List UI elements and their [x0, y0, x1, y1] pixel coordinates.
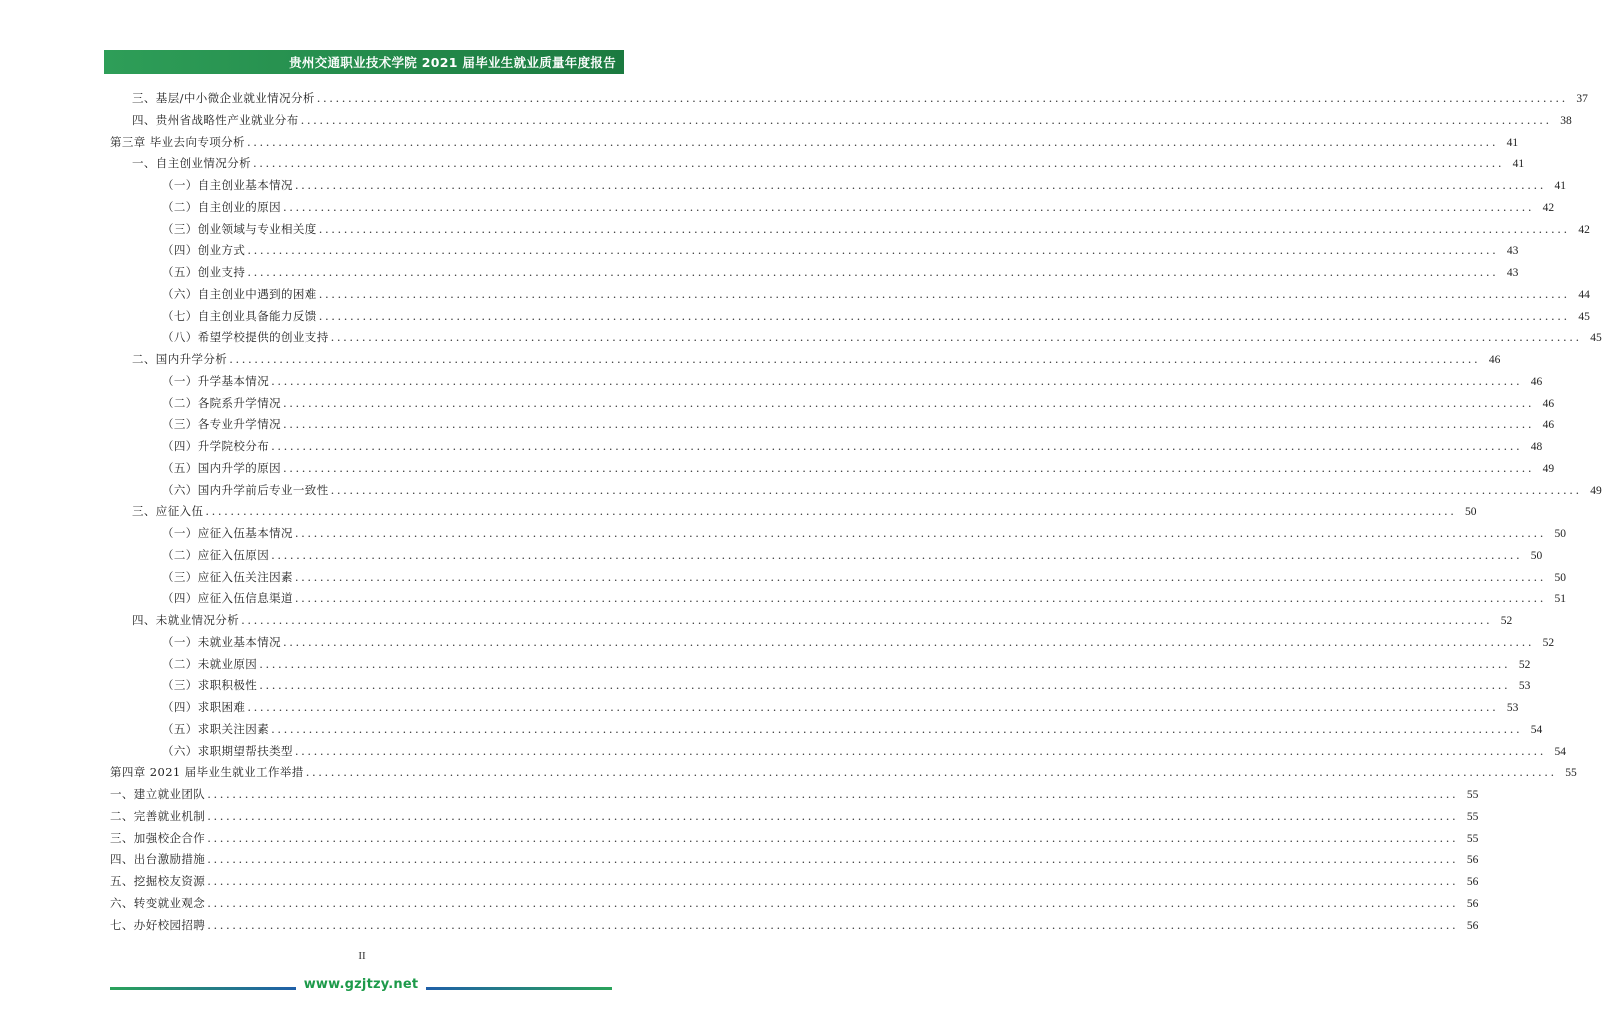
toc-dot-leader: ........................................................................................................................................................................................................ — [294, 591, 1547, 606]
toc-entry-title: 二、国内升学分析 — [132, 352, 228, 366]
toc-entry[interactable] — [110, 306, 1590, 326]
toc-entry-title: （一）升学基本情况 — [162, 373, 270, 388]
toc-entry[interactable] — [110, 480, 1602, 500]
toc-entry-title: （五）国内升学的原因 — [162, 460, 281, 475]
toc-entry-title: 五、挖掘校友资源 — [110, 874, 206, 888]
report-title: 贵州交通职业技术学院 2021 届毕业生就业质量年度报告 — [289, 55, 616, 70]
toc-dot-leader: ........................................................................................................................................................................................................ — [283, 417, 1535, 432]
toc-entry-page: 55 — [1466, 789, 1479, 801]
toc-dot-leader: ........................................................................................................................................................................................................ — [207, 917, 1459, 932]
toc-entry-page: 48 — [1530, 441, 1543, 453]
toc-dot-leader: ........................................................................................................................................................................................................ — [207, 874, 1459, 888]
toc-dot-leader: ........................................................................................................................................................................................................ — [271, 721, 1523, 736]
toc-dot-leader: ........................................................................................................................................................................................................ — [283, 634, 1535, 649]
toc-entry-page: 37 — [1576, 93, 1588, 105]
toc-dot-leader: ........................................................................................................................................................................................................ — [294, 178, 1547, 192]
toc-entry[interactable] — [110, 371, 1543, 391]
toc-entry[interactable] — [110, 153, 1525, 173]
toc-dot-leader: ........................................................................................................................................................................................................ — [271, 373, 1523, 388]
toc-entry[interactable] — [110, 871, 1479, 891]
toc-entry[interactable] — [110, 414, 1555, 434]
toc-entry-title: （六）自主创业中遇到的困难 — [162, 286, 317, 301]
toc-dot-leader: ........................................................................................................................................................................................................ — [207, 852, 1459, 867]
toc-entry-page: 55 — [1466, 810, 1479, 823]
toc-entry-title: 三、应征入伍 — [132, 504, 204, 519]
toc-entry[interactable] — [110, 458, 1555, 478]
toc-entry[interactable] — [110, 240, 1519, 260]
toc-entry-title: （一）自主创业基本情况 — [162, 178, 293, 192]
toc-entry-title: （四）升学院校分布 — [162, 439, 270, 453]
toc-entry[interactable] — [110, 849, 1479, 869]
toc-entry[interactable] — [110, 675, 1531, 695]
toc-entry[interactable] — [110, 197, 1555, 217]
toc-entry-page: 56 — [1466, 854, 1479, 867]
toc-entry-title: （二）应征入伍原因 — [162, 547, 270, 562]
toc-dot-leader: ........................................................................................................................................................................................................ — [294, 526, 1547, 540]
toc-entry-page: 46 — [1542, 397, 1555, 410]
toc-dot-leader: ........................................................................................................................................................................................................ — [271, 439, 1523, 453]
toc-entry-page: 54 — [1530, 723, 1543, 736]
toc-dot-leader: ........................................................................................................................................................................................................ — [330, 330, 1582, 345]
toc-entry[interactable] — [110, 175, 1567, 195]
toc-entry-title: （四）创业方式 — [162, 243, 246, 258]
toc-entry[interactable] — [110, 915, 1479, 935]
toc-entry[interactable] — [110, 893, 1479, 913]
toc-entry-page: 51 — [1554, 593, 1567, 606]
toc-entry-page: 52 — [1542, 636, 1555, 649]
toc-dot-leader: ........................................................................................................................................................................................................ — [259, 678, 1511, 693]
toc-dot-leader: ........................................................................................................................................................................................................ — [246, 134, 1499, 149]
toc-entry-page: 49 — [1542, 462, 1555, 475]
toc-entry-title: （八）希望学校提供的创业支持 — [162, 330, 329, 345]
toc-entry-page: 41 — [1512, 158, 1525, 171]
toc-dot-leader: ........................................................................................................................................................................................................ — [330, 482, 1582, 497]
toc-dot-leader: ........................................................................................................................................................................................................ — [283, 199, 1535, 214]
toc-dot-leader: ........................................................................................................................................................................................................ — [247, 243, 1499, 258]
toc-dot-leader: ........................................................................................................................................................................................................ — [259, 656, 1511, 671]
toc-entry[interactable] — [110, 610, 1513, 630]
toc-entry-title: 七、办好校园招聘 — [110, 917, 206, 932]
toc-entry-page: 38 — [1560, 114, 1572, 127]
toc-entry-title: 二、完善就业机制 — [110, 808, 206, 823]
toc-entry[interactable] — [110, 828, 1479, 848]
toc-dot-leader: ........................................................................................................................................................................................................ — [283, 395, 1535, 410]
toc-entry-title: （六）求职期望帮扶类型 — [162, 743, 293, 758]
toc-entry-title: 一、自主创业情况分析 — [132, 156, 251, 171]
toc-entry-page: 46 — [1488, 354, 1501, 366]
toc-entry-title: （五）创业支持 — [162, 265, 246, 279]
toc-dot-leader: ........................................................................................................................................................................................................ — [283, 460, 1535, 475]
toc-entry-title: （二）未就业原因 — [162, 656, 258, 671]
toc-entry-title: 三、加强校企合作 — [110, 830, 206, 845]
toc-entry-title: （三）创业领域与专业相关度 — [162, 221, 317, 236]
toc-entry[interactable] — [110, 719, 1543, 739]
toc-entry[interactable] — [110, 762, 1577, 782]
toc-entry-title: （三）求职积极性 — [162, 678, 258, 693]
toc-entry[interactable] — [110, 784, 1479, 804]
toc-entry[interactable] — [110, 632, 1555, 652]
toc-entry[interactable] — [110, 697, 1519, 717]
toc-entry-page: 56 — [1466, 919, 1479, 932]
toc-dot-leader: ........................................................................................................................................................................................................ — [300, 112, 1552, 127]
toc-entry-title: （四）求职困难 — [162, 700, 246, 714]
toc-entry-title: （二）各院系升学情况 — [162, 395, 281, 410]
toc-entry-page: 55 — [1565, 767, 1577, 780]
toc-entry[interactable] — [110, 132, 1519, 152]
toc-entry[interactable] — [110, 545, 1543, 565]
toc-entry-title: 第四章 2021 届毕业生就业工作举措 — [110, 765, 304, 780]
toc-entry-page: 56 — [1466, 897, 1479, 910]
toc-entry[interactable] — [110, 806, 1479, 826]
toc-entry-title: 一、建立就业团队 — [110, 787, 206, 801]
toc-entry-page: 50 — [1465, 506, 1477, 519]
toc-entry-title: 第三章 毕业去向专项分析 — [110, 134, 245, 149]
toc-dot-leader: ........................................................................................................................................................................................................ — [247, 265, 1499, 279]
toc-entry-page: 45 — [1590, 332, 1602, 345]
toc-entry-title: 四、出台激励措施 — [110, 852, 206, 867]
toc-entry-title: （七）自主创业具备能力反馈 — [162, 308, 317, 323]
toc-entry-title: （六）国内升学前后专业一致性 — [162, 482, 329, 497]
toc-entry-title: 四、未就业情况分析 — [132, 613, 240, 627]
toc-dot-leader: ........................................................................................................................................................................................................ — [305, 765, 1557, 780]
toc-entry[interactable] — [110, 741, 1567, 761]
toc-entry-page: 56 — [1466, 876, 1479, 888]
toc-entry-page: 50 — [1554, 528, 1567, 540]
toc-entry-page: 50 — [1554, 571, 1567, 584]
toc-entry[interactable] — [110, 654, 1531, 674]
toc-entry-title: 四、贵州省战略性产业就业分布 — [132, 112, 299, 127]
toc-entry-page: 42 — [1578, 223, 1590, 236]
toc-dot-leader: ........................................................................................................................................................................................................ — [229, 352, 1481, 366]
toc-dot-leader: ........................................................................................................................................................................................................ — [207, 895, 1459, 910]
toc-entry-page: 45 — [1578, 310, 1590, 323]
toc-entry-page: 52 — [1518, 658, 1531, 671]
toc-entry-page: 42 — [1542, 201, 1555, 214]
toc-dot-leader: ........................................................................................................................................................................................................ — [318, 286, 1570, 301]
toc-entry-page: 46 — [1530, 375, 1543, 388]
toc-entry-page: 41 — [1554, 180, 1567, 192]
toc-dot-leader: ........................................................................................................................................................................................................ — [207, 808, 1459, 823]
toc-entry-page: 52 — [1500, 615, 1513, 627]
toc-dot-leader: ........................................................................................................................................................................................................ — [205, 504, 1457, 519]
toc-entry[interactable] — [110, 436, 1543, 456]
footer-divider-left — [110, 987, 296, 990]
toc-entry[interactable] — [110, 262, 1519, 282]
toc-entry-page: 43 — [1506, 245, 1519, 258]
toc-entry-page: 54 — [1554, 745, 1567, 758]
toc-entry-title: （四）应征入伍信息渠道 — [162, 591, 293, 606]
toc-dot-leader: ........................................................................................................................................................................................................ — [247, 700, 1499, 714]
toc-dot-leader: ........................................................................................................................................................................................................ — [241, 613, 1493, 627]
toc-entry[interactable] — [110, 284, 1590, 304]
toc-entry[interactable] — [110, 567, 1567, 587]
toc-entry-title: 三、基层/中小微企业就业情况分析 — [132, 91, 315, 105]
toc-dot-leader: ........................................................................................................................................................................................................ — [253, 156, 1505, 171]
footer-divider-right — [426, 987, 612, 990]
toc-dot-leader: ........................................................................................................................................................................................................ — [294, 743, 1547, 758]
toc-dot-leader: ........................................................................................................................................................................................................ — [294, 569, 1547, 584]
toc-dot-leader: ........................................................................................................................................................................................................ — [207, 787, 1459, 801]
toc-entry[interactable] — [110, 501, 1477, 521]
toc-dot-leader: ........................................................................................................................................................................................................ — [318, 308, 1570, 323]
page-number: II — [358, 950, 366, 962]
header-bar — [104, 50, 624, 74]
toc-entry[interactable] — [110, 88, 1588, 108]
toc-entry-title: （二）自主创业的原因 — [162, 199, 281, 214]
toc-entry-page: 43 — [1506, 267, 1519, 279]
toc-dot-leader: ........................................................................................................................................................................................................ — [207, 830, 1459, 845]
toc-entry[interactable] — [110, 110, 1572, 130]
toc-entry-title: 六、转变就业观念 — [110, 895, 206, 910]
toc-entry-title: （五）求职关注因素 — [162, 721, 270, 736]
toc-dot-leader: ........................................................................................................................................................................................................ — [316, 91, 1568, 105]
toc-entry-title: （一）未就业基本情况 — [162, 634, 281, 649]
toc-entry-page: 41 — [1506, 136, 1519, 149]
toc-entry-page: 53 — [1518, 680, 1531, 693]
toc-entry[interactable] — [110, 327, 1602, 347]
toc-entry-title: （三）应征入伍关注因素 — [162, 569, 293, 584]
toc-entry[interactable] — [110, 349, 1501, 369]
toc-entry[interactable] — [110, 219, 1590, 239]
toc-entry[interactable] — [110, 523, 1567, 543]
toc-entry[interactable] — [110, 588, 1567, 608]
toc-entry-page: 44 — [1578, 288, 1590, 301]
toc-entry-page: 55 — [1466, 832, 1479, 845]
toc-entry-title: （一）应征入伍基本情况 — [162, 526, 293, 540]
toc-entry-page: 50 — [1530, 549, 1543, 562]
toc-entry-page: 53 — [1506, 702, 1519, 714]
toc-entry-title: （三）各专业升学情况 — [162, 417, 281, 432]
footer-website-link[interactable]: www.gzjtzy.net — [303, 977, 419, 992]
toc-entry-page: 49 — [1590, 484, 1602, 497]
toc-dot-leader: ........................................................................................................................................................................................................ — [318, 221, 1570, 236]
toc-entry-page: 46 — [1542, 419, 1555, 432]
toc-entry[interactable] — [110, 393, 1555, 413]
toc-dot-leader: ........................................................................................................................................................................................................ — [271, 547, 1523, 562]
